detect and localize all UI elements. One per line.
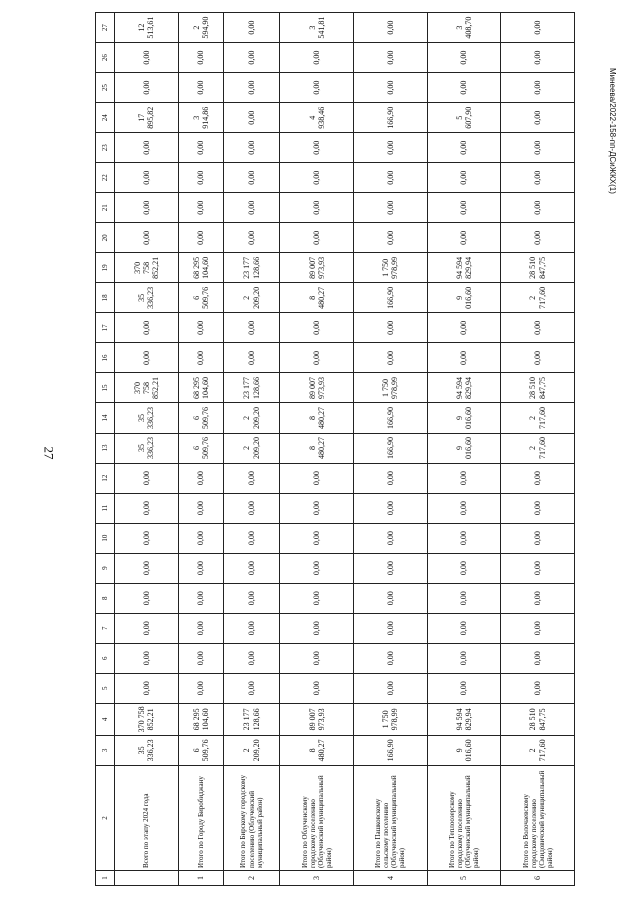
table-cell: 0,00 bbox=[115, 343, 179, 373]
table-cell: 0,00 bbox=[223, 13, 280, 43]
table-cell: 6 509,76 bbox=[178, 403, 223, 433]
table-cell: 0,00 bbox=[223, 343, 280, 373]
column-number: 12 bbox=[96, 463, 115, 493]
table-cell: 68 295 104,60 bbox=[178, 703, 223, 735]
table-cell: 0,00 bbox=[223, 193, 280, 223]
table-cell: 0,00 bbox=[280, 73, 354, 103]
table-cell: 0,00 bbox=[178, 343, 223, 373]
table-cell: 0,00 bbox=[427, 643, 501, 673]
table-cell: 0,00 bbox=[354, 583, 428, 613]
table-cell: 0,00 bbox=[354, 313, 428, 343]
table-cell: 0,00 bbox=[501, 553, 575, 583]
page-number: 27 bbox=[41, 446, 57, 460]
table-cell: 6 509,76 bbox=[178, 283, 223, 313]
table-cell: 4 938,46 bbox=[280, 103, 354, 133]
table-cell: 0,00 bbox=[501, 493, 575, 523]
table-cell: 8 480,27 bbox=[280, 735, 354, 765]
table-cell: 370 758 852,21 bbox=[115, 703, 179, 735]
table-cell: 68 295 104,60 bbox=[178, 373, 223, 403]
table-rotation-frame bbox=[95, 12, 575, 886]
table-cell: 0,00 bbox=[178, 493, 223, 523]
table-cell: 0,00 bbox=[115, 613, 179, 643]
table-cell: 0,00 bbox=[427, 493, 501, 523]
table-cell: 0,00 bbox=[223, 313, 280, 343]
table-cell: 0,00 bbox=[427, 343, 501, 373]
column-number: 8 bbox=[96, 583, 115, 613]
table-cell: 23 177 128,66 bbox=[223, 373, 280, 403]
table-cell: 35 336,23 bbox=[115, 403, 179, 433]
funding-table bbox=[95, 12, 575, 886]
table-cell: 9 016,60 bbox=[427, 433, 501, 463]
table-cell: 5 607,90 bbox=[427, 103, 501, 133]
table-cell: 0,00 bbox=[427, 223, 501, 253]
table-cell: 0,00 bbox=[115, 463, 179, 493]
table-cell: 0,00 bbox=[427, 523, 501, 553]
table-cell: 0,00 bbox=[115, 643, 179, 673]
table-cell: 0,00 bbox=[223, 613, 280, 643]
row-index: 5 bbox=[427, 870, 501, 885]
row-label: Итого по Теплоозерскому городскому поселению (Облученский муниципальный район) bbox=[427, 765, 501, 870]
column-number: 10 bbox=[96, 523, 115, 553]
row-index: 4 bbox=[354, 870, 428, 885]
table-cell: 0,00 bbox=[223, 163, 280, 193]
table-cell: 17 895,82 bbox=[115, 103, 179, 133]
table-cell: 35 336,23 bbox=[115, 735, 179, 765]
table-cell: 0,00 bbox=[178, 193, 223, 223]
table-cell: 0,00 bbox=[427, 463, 501, 493]
table-cell: 8 480,27 bbox=[280, 283, 354, 313]
table-cell: 35 336,23 bbox=[115, 433, 179, 463]
table-row bbox=[427, 13, 501, 886]
column-number: 21 bbox=[96, 193, 115, 223]
table-cell: 0,00 bbox=[501, 193, 575, 223]
table-cell: 0,00 bbox=[354, 193, 428, 223]
table-cell: 0,00 bbox=[501, 73, 575, 103]
table-cell: 0,00 bbox=[354, 163, 428, 193]
table-cell: 0,00 bbox=[354, 223, 428, 253]
row-index: 6 bbox=[501, 870, 575, 885]
table-cell: 0,00 bbox=[427, 583, 501, 613]
table-cell: 9 016,60 bbox=[427, 735, 501, 765]
table-cell: 0,00 bbox=[501, 223, 575, 253]
table-cell: 0,00 bbox=[354, 343, 428, 373]
table-cell: 0,00 bbox=[427, 43, 501, 73]
column-number: 19 bbox=[96, 253, 115, 283]
table-cell: 0,00 bbox=[178, 313, 223, 343]
table-cell: 0,00 bbox=[354, 73, 428, 103]
table-cell: 28 510 847,75 bbox=[501, 703, 575, 735]
table-cell: 1 750 978,99 bbox=[354, 253, 428, 283]
table-cell: 94 594 829,94 bbox=[427, 373, 501, 403]
table-cell: 28 510 847,75 bbox=[501, 253, 575, 283]
table-cell: 0,00 bbox=[280, 643, 354, 673]
table-cell: 68 295 104,60 bbox=[178, 253, 223, 283]
table-cell: 0,00 bbox=[115, 133, 179, 163]
table-cell: 0,00 bbox=[178, 463, 223, 493]
column-number: 23 bbox=[96, 133, 115, 163]
table-cell: 0,00 bbox=[280, 133, 354, 163]
table-cell: 0,00 bbox=[501, 613, 575, 643]
table-cell: 0,00 bbox=[280, 313, 354, 343]
table-cell: 0,00 bbox=[280, 223, 354, 253]
table-cell: 35 336,23 bbox=[115, 283, 179, 313]
table-cell: 0,00 bbox=[280, 343, 354, 373]
table-cell: 0,00 bbox=[280, 463, 354, 493]
header-row bbox=[96, 13, 115, 886]
table-cell: 0,00 bbox=[501, 523, 575, 553]
table-cell: 0,00 bbox=[115, 43, 179, 73]
table-cell: 8 480,27 bbox=[280, 403, 354, 433]
column-number: 1 bbox=[96, 870, 115, 885]
table-cell: 2 717,60 bbox=[501, 403, 575, 433]
table-cell: 89 007 973,93 bbox=[280, 373, 354, 403]
row-label: Итого по Облученскому городскому поселению (Облученский муниципальный район) bbox=[280, 765, 354, 870]
table-cell: 89 007 973,93 bbox=[280, 703, 354, 735]
table-cell: 8 480,27 bbox=[280, 433, 354, 463]
table-cell: 0,00 bbox=[178, 223, 223, 253]
column-number: 27 bbox=[96, 13, 115, 43]
table-cell: 0,00 bbox=[501, 133, 575, 163]
table-container bbox=[95, 12, 575, 886]
table-cell: 0,00 bbox=[280, 493, 354, 523]
row-label: Итого по Волочаевскому городскому поселению (Смидовичский муниципальный район) bbox=[501, 765, 575, 870]
column-number: 24 bbox=[96, 103, 115, 133]
table-cell: 0,00 bbox=[223, 583, 280, 613]
table-cell: 0,00 bbox=[178, 553, 223, 583]
row-label: Итого по Бирскому городскому поселению (Облученский муниципальный район) bbox=[223, 765, 280, 870]
column-number: 6 bbox=[96, 643, 115, 673]
table-cell: 2 209,20 bbox=[223, 283, 280, 313]
table-cell: 0,00 bbox=[178, 673, 223, 703]
table-row bbox=[115, 13, 179, 886]
table-cell: 0,00 bbox=[501, 13, 575, 43]
column-number: 4 bbox=[96, 703, 115, 735]
table-cell: 0,00 bbox=[501, 343, 575, 373]
table-cell: 370 758 852,21 bbox=[115, 253, 179, 283]
table-cell: 0,00 bbox=[427, 613, 501, 643]
table-cell: 0,00 bbox=[427, 673, 501, 703]
table-cell: 0,00 bbox=[354, 463, 428, 493]
table-cell: 0,00 bbox=[178, 43, 223, 73]
table-cell: 0,00 bbox=[354, 43, 428, 73]
table-cell: 3 541,81 bbox=[280, 13, 354, 43]
table-cell: 23 177 128,66 bbox=[223, 253, 280, 283]
column-number: 17 bbox=[96, 313, 115, 343]
table-cell: 9 016,60 bbox=[427, 403, 501, 433]
table-cell: 0,00 bbox=[427, 193, 501, 223]
table-cell: 2 594,90 bbox=[178, 13, 223, 43]
table-cell: 370 758 852,21 bbox=[115, 373, 179, 403]
table-cell: 0,00 bbox=[223, 223, 280, 253]
table-cell: 0,00 bbox=[501, 463, 575, 493]
row-label: Итого по Пашковскому сельскому поселению (Облученский муниципальный район) bbox=[354, 765, 428, 870]
table-cell: 23 177 128,66 bbox=[223, 703, 280, 735]
column-number: 5 bbox=[96, 673, 115, 703]
column-number: 11 bbox=[96, 493, 115, 523]
table-cell: 0,00 bbox=[280, 193, 354, 223]
table-cell: 166,90 bbox=[354, 403, 428, 433]
table-cell: 0,00 bbox=[427, 313, 501, 343]
table-cell: 0,00 bbox=[223, 493, 280, 523]
table-cell: 0,00 bbox=[178, 73, 223, 103]
table-cell: 0,00 bbox=[354, 553, 428, 583]
table-cell: 0,00 bbox=[280, 583, 354, 613]
table-cell: 166,90 bbox=[354, 103, 428, 133]
table-cell: 0,00 bbox=[354, 493, 428, 523]
table-cell: 0,00 bbox=[280, 523, 354, 553]
table-cell: 0,00 bbox=[501, 43, 575, 73]
table-cell: 0,00 bbox=[178, 163, 223, 193]
table-cell: 2 209,20 bbox=[223, 403, 280, 433]
row-index: 3 bbox=[280, 870, 354, 885]
row-label: Итого по Городу Биробиджану bbox=[178, 765, 223, 870]
table-cell: 166,90 bbox=[354, 433, 428, 463]
table-cell: 0,00 bbox=[427, 73, 501, 103]
table-cell: 0,00 bbox=[501, 643, 575, 673]
table-cell: 0,00 bbox=[223, 553, 280, 583]
table-cell: 1 750 978,99 bbox=[354, 703, 428, 735]
table-cell: 0,00 bbox=[223, 673, 280, 703]
table-cell: 0,00 bbox=[501, 103, 575, 133]
table-cell: 0,00 bbox=[223, 43, 280, 73]
table-cell: 12 513,61 bbox=[115, 13, 179, 43]
table-cell: 2 209,20 bbox=[223, 433, 280, 463]
table-cell: 0,00 bbox=[223, 103, 280, 133]
table-cell: 0,00 bbox=[501, 313, 575, 343]
table-cell: 6 509,76 bbox=[178, 735, 223, 765]
table-cell: 2 717,60 bbox=[501, 283, 575, 313]
table-cell: 0,00 bbox=[427, 133, 501, 163]
table-cell: 2 717,60 bbox=[501, 433, 575, 463]
table-cell: 0,00 bbox=[115, 553, 179, 583]
table-cell: 0,00 bbox=[223, 643, 280, 673]
table-cell: 0,00 bbox=[223, 133, 280, 163]
table-cell: 166,90 bbox=[354, 735, 428, 765]
table-cell: 0,00 bbox=[178, 523, 223, 553]
table-row bbox=[223, 13, 280, 886]
table-cell: 0,00 bbox=[115, 223, 179, 253]
table-cell: 2 717,60 bbox=[501, 735, 575, 765]
table-cell: 0,00 bbox=[223, 463, 280, 493]
column-number: 9 bbox=[96, 553, 115, 583]
row-index bbox=[115, 870, 179, 885]
column-number: 22 bbox=[96, 163, 115, 193]
table-cell: 94 594 829,94 bbox=[427, 253, 501, 283]
column-number: 14 bbox=[96, 403, 115, 433]
column-number: 15 bbox=[96, 373, 115, 403]
table-cell: 9 016,60 bbox=[427, 283, 501, 313]
table-cell: 0,00 bbox=[354, 133, 428, 163]
table-cell: 0,00 bbox=[354, 643, 428, 673]
row-index: 1 bbox=[178, 870, 223, 885]
row-index: 2 bbox=[223, 870, 280, 885]
table-cell: 89 007 973,93 bbox=[280, 253, 354, 283]
table-row bbox=[280, 13, 354, 886]
table-cell: 0,00 bbox=[115, 493, 179, 523]
table-cell: 0,00 bbox=[115, 583, 179, 613]
table-cell: 0,00 bbox=[427, 163, 501, 193]
table-cell: 0,00 bbox=[178, 643, 223, 673]
table-cell: 166,90 bbox=[354, 283, 428, 313]
table-cell: 94 594 829,94 bbox=[427, 703, 501, 735]
table-row bbox=[501, 13, 575, 886]
table-cell: 0,00 bbox=[115, 313, 179, 343]
column-number: 26 bbox=[96, 43, 115, 73]
table-cell: 0,00 bbox=[280, 43, 354, 73]
table-cell: 0,00 bbox=[354, 673, 428, 703]
table-cell: 0,00 bbox=[115, 193, 179, 223]
table-cell: 0,00 bbox=[223, 73, 280, 103]
table-cell: 0,00 bbox=[115, 673, 179, 703]
table-cell: 0,00 bbox=[280, 673, 354, 703]
table-cell: 0,00 bbox=[354, 13, 428, 43]
table-cell: 0,00 bbox=[427, 553, 501, 583]
table-cell: 1 750 978,99 bbox=[354, 373, 428, 403]
table-cell: 6 509,76 bbox=[178, 433, 223, 463]
column-number: 18 bbox=[96, 283, 115, 313]
table-cell: 3 408,70 bbox=[427, 13, 501, 43]
column-number: 3 bbox=[96, 735, 115, 765]
table-cell: 0,00 bbox=[280, 163, 354, 193]
table-cell: 0,00 bbox=[178, 613, 223, 643]
table-cell: 0,00 bbox=[115, 73, 179, 103]
table-cell: 0,00 bbox=[501, 163, 575, 193]
column-number: 25 bbox=[96, 73, 115, 103]
table-cell: 0,00 bbox=[178, 583, 223, 613]
document-id: Минеева/2022-158-пп-ДСиЖКХ(1) bbox=[608, 68, 617, 194]
column-number: 20 bbox=[96, 223, 115, 253]
column-number: 7 bbox=[96, 613, 115, 643]
table-cell: 0,00 bbox=[280, 553, 354, 583]
table-cell: 0,00 bbox=[115, 523, 179, 553]
table-cell: 3 914,86 bbox=[178, 103, 223, 133]
table-cell: 0,00 bbox=[354, 523, 428, 553]
column-number: 2 bbox=[96, 765, 115, 870]
table-cell: 0,00 bbox=[115, 163, 179, 193]
table-cell: 0,00 bbox=[354, 613, 428, 643]
table-row bbox=[178, 13, 223, 886]
table-cell: 0,00 bbox=[280, 613, 354, 643]
row-label: Всего по этапу 2024 года bbox=[115, 765, 179, 870]
table-cell: 0,00 bbox=[501, 583, 575, 613]
column-number: 16 bbox=[96, 343, 115, 373]
table-cell: 2 209,20 bbox=[223, 735, 280, 765]
table-row bbox=[354, 13, 428, 886]
column-number: 13 bbox=[96, 433, 115, 463]
table-cell: 0,00 bbox=[223, 523, 280, 553]
table-cell: 0,00 bbox=[501, 673, 575, 703]
table-cell: 28 510 847,75 bbox=[501, 373, 575, 403]
table-cell: 0,00 bbox=[178, 133, 223, 163]
